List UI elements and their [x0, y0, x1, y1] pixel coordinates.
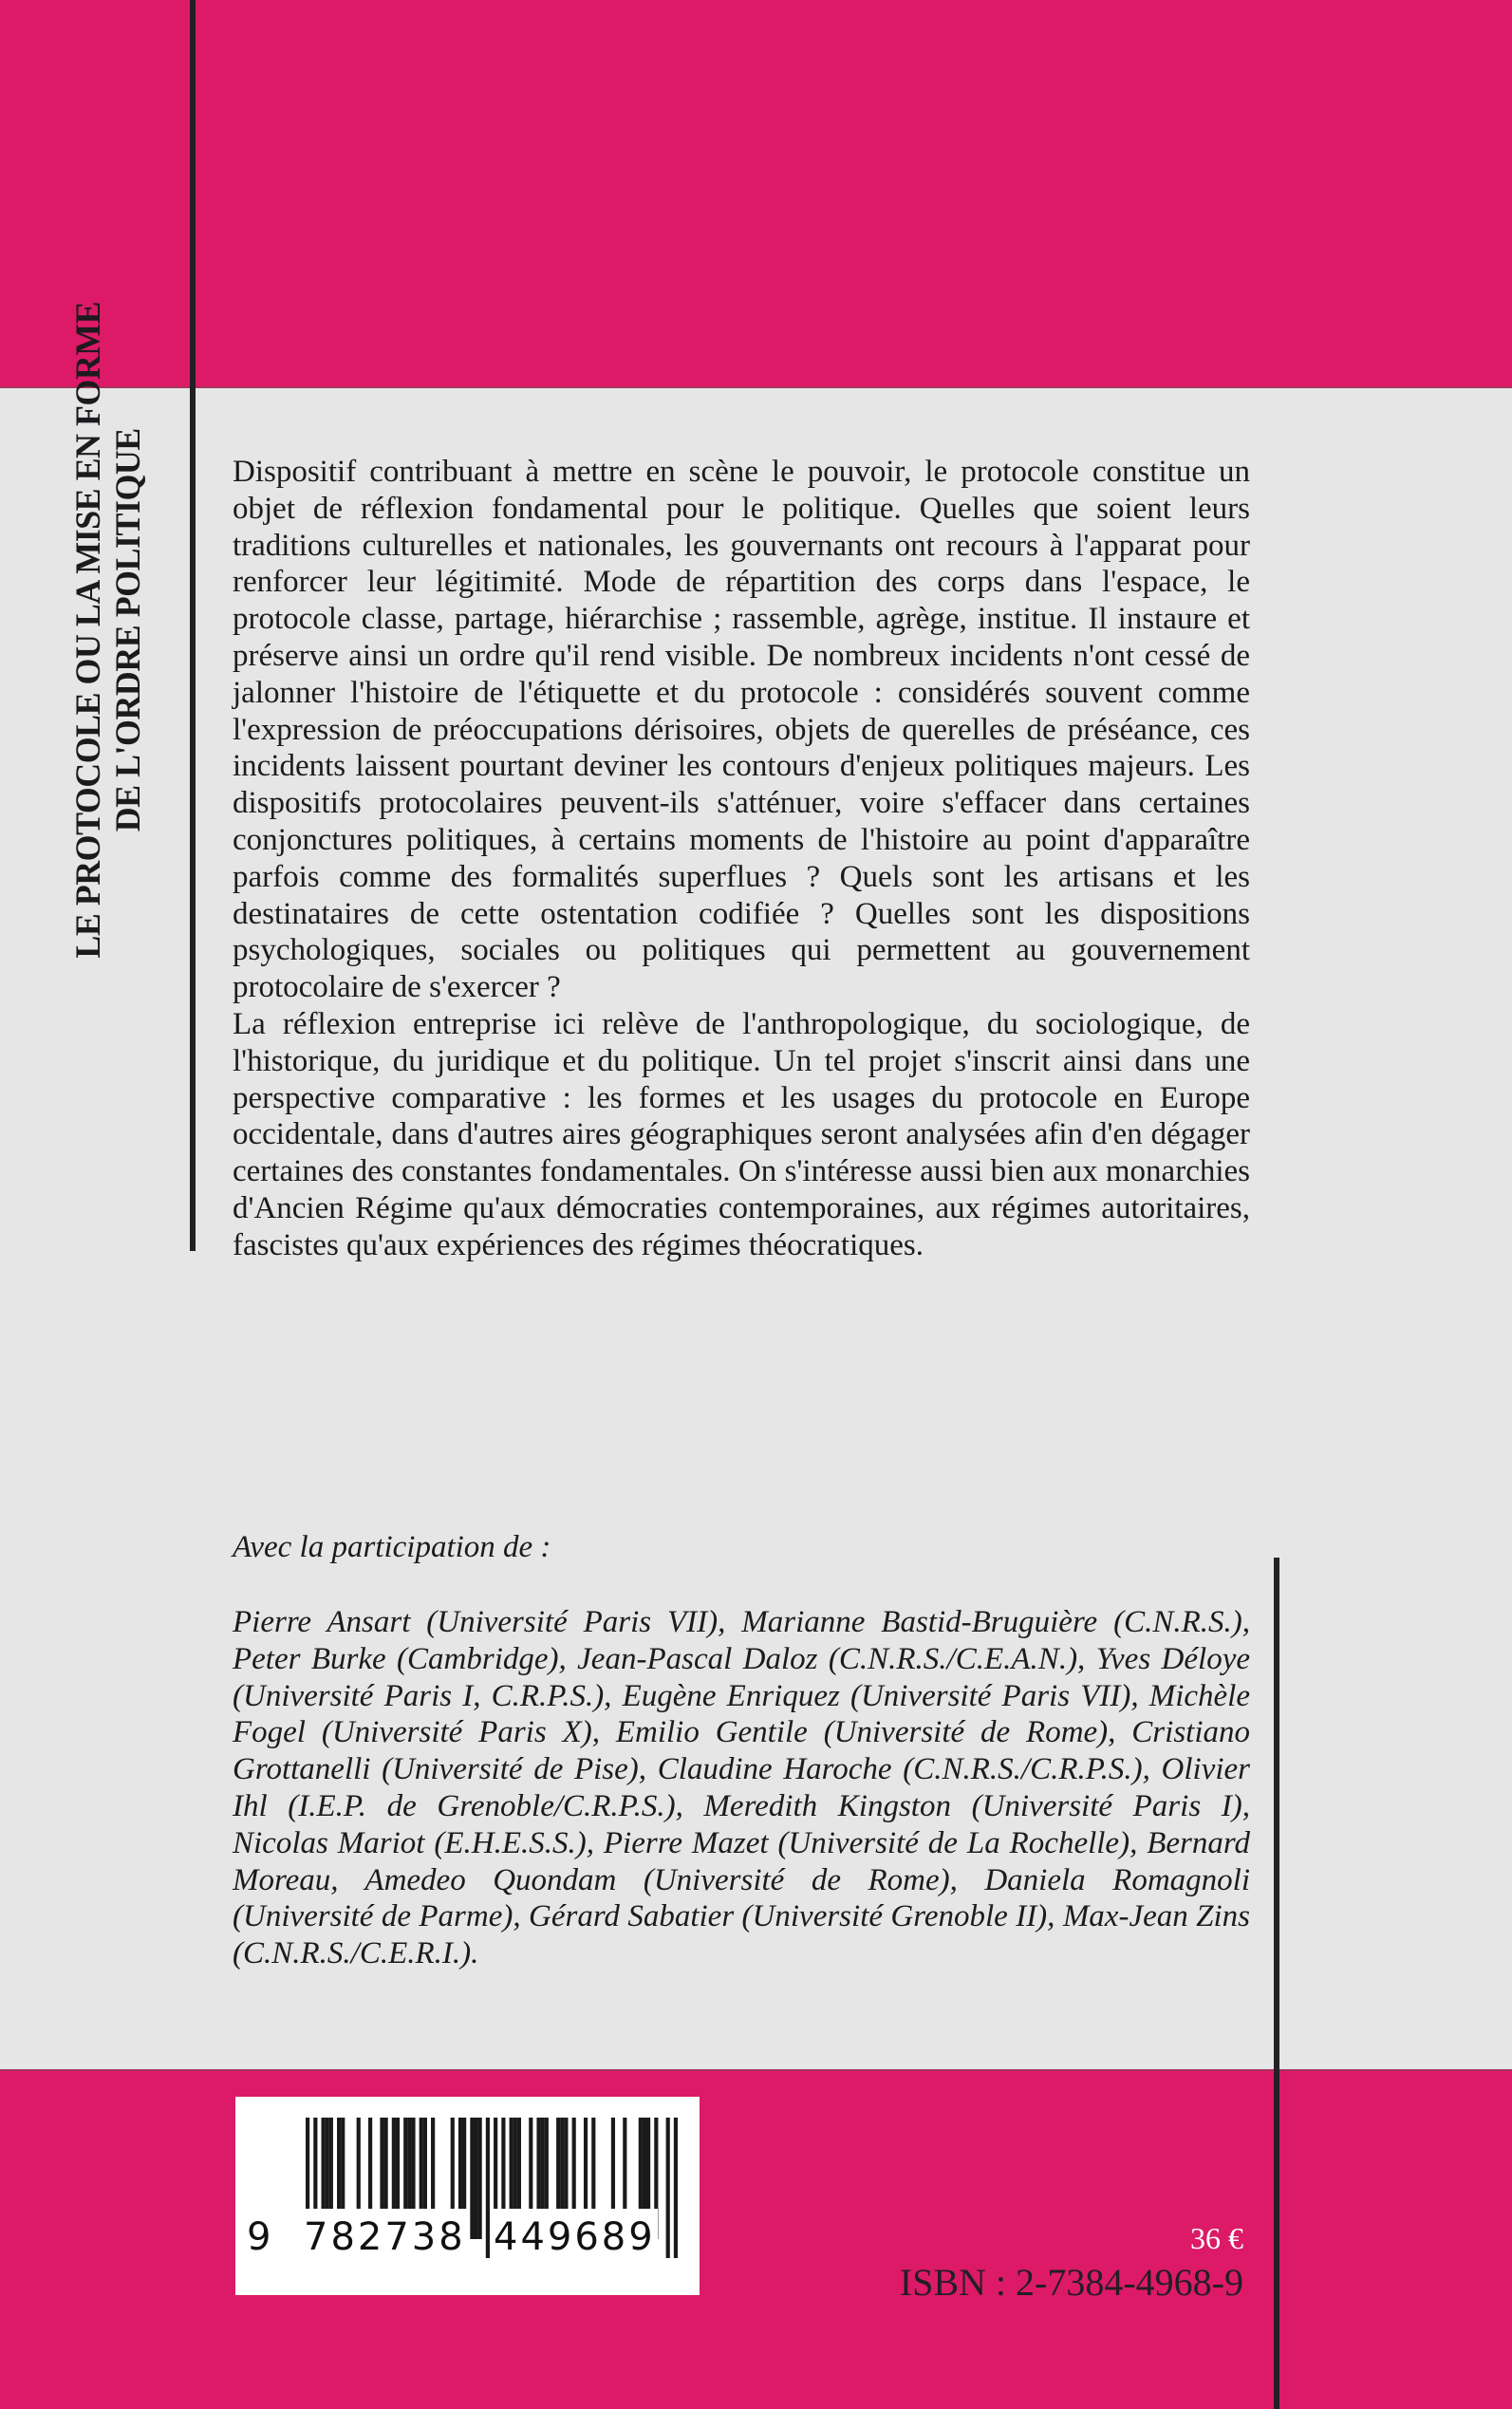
right-vertical-rule: [1274, 1558, 1279, 2409]
left-vertical-rule: [190, 0, 196, 1251]
spine-title-rotated: [66, 301, 152, 959]
barcode-digit-first: 9: [247, 2215, 271, 2259]
back-cover-description: [233, 454, 1250, 1264]
description-paragraph-2: La réflexion entreprise ici relève de l'anthropologique, du sociologique, de l'historique, du juridique et du politique. Un tel projet s'inscrit ainsi dans une perspective comparative : les formes et les usages du protocole en Europe occidentale, dans d'autres aires géographiques seront analysées afin d'en dégager certaines des constantes fondamentales. On s'intéresse aussi bien aux monarchies d'Ancien Régime qu'aux démocraties contemporaines, aux régimes autoritaires, fascistes qu'aux expériences des régimes théocratiques.: [233, 1006, 1250, 1262]
spine-title-line-2: DE L'ORDRE POLITIQUE: [109, 428, 148, 832]
isbn-label: ISBN : 2-7384-4968-9: [899, 2261, 1243, 2304]
price-label: 36 €: [1190, 2221, 1243, 2255]
description-paragraph-1: Dispositif contribuant à mettre en scène le pouvoir, le protocole constitue un objet de réflexion fondamental pour le politique. Quelles que soient leurs traditions culturelles et nationales, les gouvernants ont recours à l'apparat pour renforcer leur légitimité. Mode de répartition des corps dans l'espace, le protocole classe, partage, hiérarchise ; rassemble, agrège, institue. Il instaure et préserve ainsi un ordre qu'il rend visible. De nombreux incidents n'ont cessé de jalonner l'histoire de l'étiquette et du protocole : considérés souvent comme l'expression de préoccupations dérisoires, objets de querelles de préséance, ces incidents laissent pourtant deviner les contours d'enjeux politiques majeurs. Les dispositifs protocolaires peuvent-ils s'atténuer, voire s'effacer dans certaines conjonctures politiques, à certains moments de l'histoire au point d'apparaître parfois comme des formalités superflues ? Quels sont les artisans et les destinataires de cette ostentation codifiée ? Quelles sont les dispositions psychologiques, sociales ou politiques qui permettent au gouvernement protocolaire de s'exercer ?: [233, 455, 1250, 1005]
top-pink-band: [0, 0, 1512, 388]
barcode: [235, 2097, 700, 2295]
participation-heading: Avec la participation de :: [233, 1530, 551, 1564]
contributors-list: Pierre Ansart (Université Paris VII), Marianne Bastid-Bruguière (C.N.R.S.), Peter Burke (Cambridge), Jean-Pascal Daloz (C.N.R.S./C.E.A.N.), Yves Déloye (Université Paris I, C.R.P.S.), Eugène Enriquez (Université Paris VII), Michèle Fogel (Université Paris X), Emilio Gentile (Université de Rome), Cristiano Grottanelli (Université de Pise), Claudine Haroche (C.N.R.S./C.R.P.S.), Olivier Ihl (I.E.P. de Grenoble/C.R.P.S.), Meredith Kingston (Université Paris I), Nicolas Mariot (E.H.E.S.S.), Pierre Mazet (Université de La Rochelle), Bernard Moreau, Amedeo Quondam (Université de Rome), Daniela Romagnoli (Université de Parme), Gérard Sabatier (Université Grenoble II), Max-Jean Zins (C.N.R.S./C.E.R.I.).: [233, 1605, 1250, 1971]
spine-title: [66, 301, 152, 959]
spine-title-line-1: LE PROTOCOLE OU LA MISE EN FORME: [69, 301, 108, 959]
barcode-digits-right: 449689: [492, 2209, 658, 2266]
barcode-digits-left: 782738: [302, 2209, 468, 2266]
bottom-pink-band: [0, 2069, 1512, 2409]
